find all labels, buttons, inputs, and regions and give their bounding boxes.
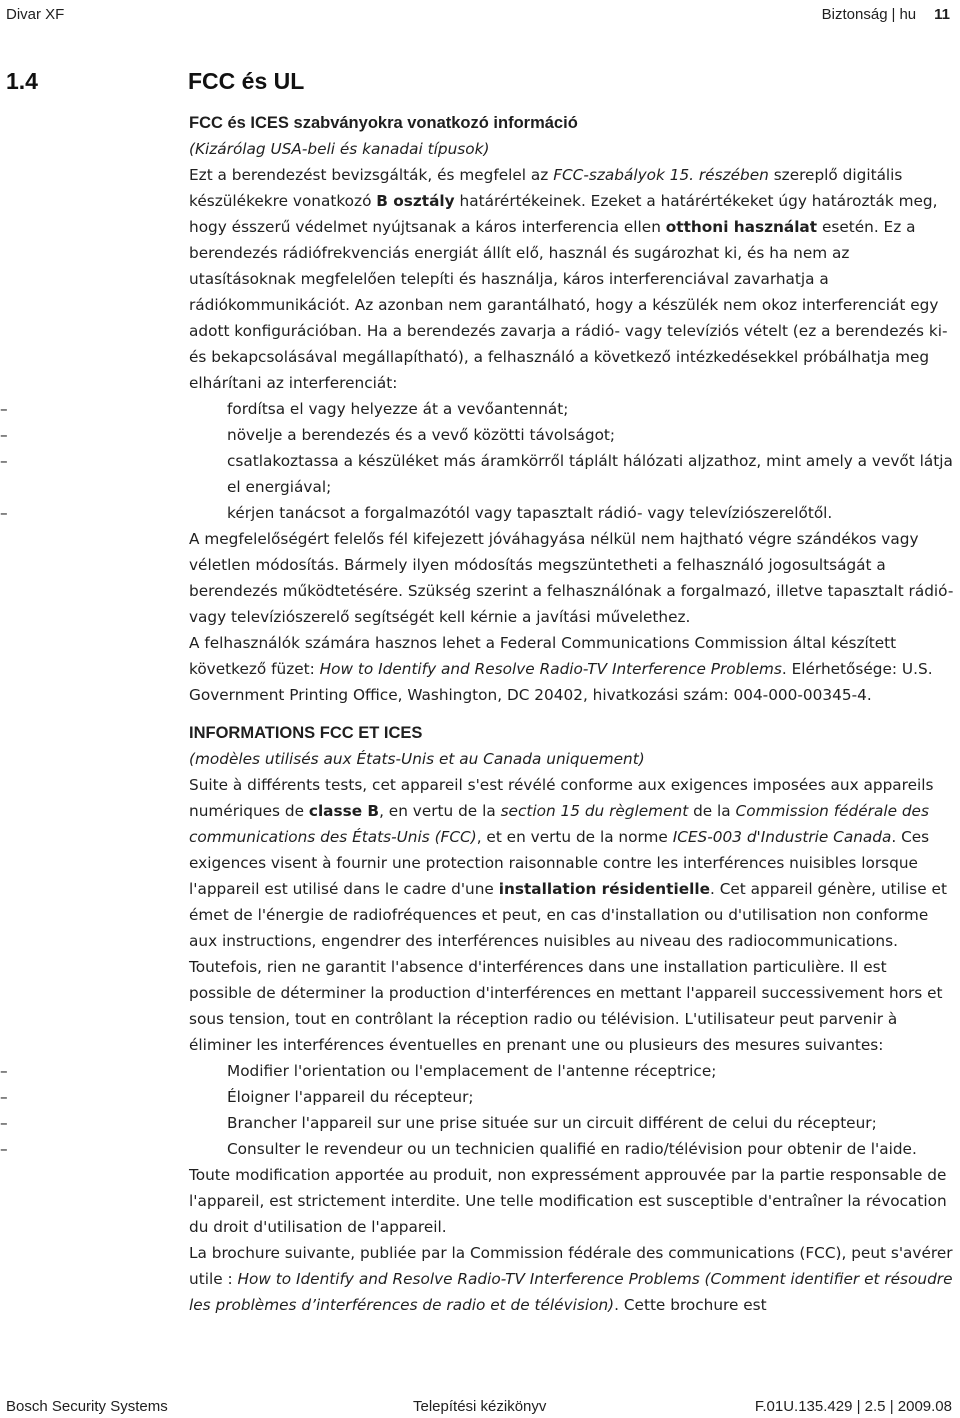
hu-subheading: (Kizárólag USA-beli és kanadai típusok) — [189, 140, 490, 158]
list-item: – Consulter le revendeur ou un technicien qualifié en radio/télévision pour obtenir de l'aide. — [189, 1136, 954, 1162]
hu-p1-text-c: szereplő digitális készülékekre vonatkozó — [189, 166, 903, 210]
section-title — [6, 68, 304, 95]
hu-heading: FCC és ICES szabványokra vonatkozó információ — [189, 114, 578, 132]
fr-p1-text-e: de la — [688, 802, 736, 820]
header-section: Biztonság — [821, 6, 888, 23]
list-item: – növelje a berendezés és a vevő közötti távolságot; — [189, 422, 954, 448]
hu-measures-list — [189, 396, 954, 526]
fr-p1-text-i: . Ces exigences visent à fournir une protection raisonnable contre les interférences nuisibles lorsque l'appareil est utilisé dans le cadre d'une — [189, 828, 930, 898]
footer-company: Bosch Security Systems — [6, 1398, 168, 1415]
hu-p1-text-f: otthoni használat — [665, 218, 818, 236]
list-item: – Éloigner l'appareil du récepteur; — [189, 1084, 954, 1110]
header-right — [822, 6, 950, 23]
fr-p1-text-h: ICES-003 d'Industrie Canada — [672, 828, 892, 846]
list-item: – kérjen tanácsot a forgalmazótól vagy tapasztalt rádió- vagy televíziószerelőtől. — [189, 500, 954, 526]
section-number: 1.4 — [6, 68, 38, 94]
fr-p1-text-k: . Cet appareil génère, utilise et émet de l'énergie de radiofréquences et peut, en cas d'installation ou d'utilisation non conforme aux instructions, engendrer des interférences nuisibles au niveau des radiocommunications. Toutefois, rien ne garantit l'absence d'interférences dans une installation particulière. Il est possible de déterminer la production d'interférences en mettant l'appareil successivement hors et sous tension, tout en contrôlant la réception radio ou télévision. L'utilisateur peut parvenir à éliminer les interférences éventuelles en prenant une ou plusieurs des mesures suivantes: — [189, 880, 947, 1054]
footer-document: Telepítési kézikönyv — [413, 1398, 547, 1415]
fr-p1-text-b: classe B — [308, 802, 380, 820]
fr-paragraph-2: Toute modification apportée au produit, non expressément approuvée par la partie responsable de l'appareil, est strictement interdite. Une telle modification est susceptible d'entraîner la révocation du droit d'utilisation de l'appareil. — [189, 1166, 947, 1236]
fr-paragraph-1 — [189, 772, 954, 1058]
fr-measures-list — [189, 1058, 954, 1162]
hu-p1-text-b: FCC-szabályok 15. részében — [553, 166, 769, 184]
fr-paragraph-3 — [189, 1240, 954, 1318]
hu-p3-text-c: . Elérhetősége: U.S. Government Printing Office, Washington, DC 20402, hivatkozási szám: 004-000-00345-4. — [189, 660, 933, 704]
hu-p1-text-g: esetén. Ez a berendezés rádiófrekvenciás energiát állít elő, használ és sugározhat ki, és ha nem az utasításoknak megfelelően telepíti és használja, káros interferenciával zavarhatja a rádiókommunikációt. Az azonban nem garantálható, hogy a készülék nem okoz interferenciát egy adott konfigurációban. Ha a berendezés zavarja a rádió- vagy televíziós vételt (ez a berendezés ki- és bekapcsolásával megállapítható), a felhasználó a következő intézkedésekkel próbálhatja meg elhárítani az interferenciát: — [189, 218, 948, 392]
fr-p1-text-a: Suite à différents tests, cet appareil s'est révélé conforme aux exigences imposées aux appareils numériques de — [189, 776, 934, 820]
hu-p1-text-d: B osztály — [376, 192, 455, 210]
list-item: – Modifier l'orientation ou l'emplacement de l'antenne réceptrice; — [189, 1058, 954, 1084]
list-item: – fordítsa el vagy helyezze át a vevőantennát; — [189, 396, 954, 422]
section-gap — [189, 708, 954, 720]
fr-p3-text-a: La brochure suivante, publiée par la Commission fédérale des communications (FCC), peut s'avérer utile : — [189, 1244, 953, 1288]
fr-p3-text-b: How to Identify and Resolve Radio-TV Interference Problems (Comment identifier et résoudre les problèmes d’interférences de radio et de télévision) — [189, 1270, 953, 1314]
hu-p3-text-b: How to Identify and Resolve Radio-TV Interference Problems — [319, 660, 782, 678]
fr-heading: INFORMATIONS FCC ET ICES — [189, 724, 423, 742]
main-content — [189, 110, 954, 1318]
header-product: Divar XF — [6, 6, 65, 23]
list-item: – csatlakoztassa a készüléket más áramkörről táplált hálózati aljzathoz, mint amely a vevőt látja el energiával; — [189, 448, 954, 500]
fr-p3-text-c: . Cette brochure est — [614, 1296, 767, 1314]
fr-subheading: (modèles utilisés aux États-Unis et au Canada uniquement) — [189, 750, 645, 768]
hu-paragraph-2: A megfelelőségért felelős fél kifejezett jóváhagyása nélkül nem hajtható végre szándékos vagy véletlen módosítás. Bármely ilyen módosítás megszüntetheti a felhasználó jogosultságát a berendezés működtetésére. Szükség szerint a felhasználónak a forgalmazó, illetve tapasztalt rádió- vagy televíziószerelő segítségét kell kérnie a javítási művelethez. — [189, 530, 954, 626]
fr-p1-text-g: , et en vertu de la norme — [476, 828, 673, 846]
hu-paragraph-1 — [189, 162, 954, 396]
fr-p1-text-d: section 15 du règlement — [500, 802, 689, 820]
footer-date: 2009.08 — [897, 1398, 952, 1415]
list-item: – Brancher l'appareil sur une prise située sur un circuit différent de celui du récepteur; — [189, 1110, 954, 1136]
fr-p1-text-f: Commission fédérale des communications des États-Unis (FCC) — [189, 802, 929, 846]
hu-p1-text-e: határértékeinek. Ezeket a határértékeket úgy határozták meg, hogy ésszerű védelmet nyújtsanak a káros interferencia ellen — [189, 192, 938, 236]
footer-reference: F.01U.135.429 | 2.5 | 2009.08 — [754, 1398, 952, 1415]
footer-ref: F.01U.135.429 — [754, 1398, 853, 1415]
page-number: 11 — [934, 6, 950, 23]
hu-p3-text-a: A felhasználók számára hasznos lehet a Federal Communications Commission által készített következő füzet: — [189, 634, 897, 678]
hu-paragraph-3 — [189, 630, 954, 708]
fr-p1-text-c: , en vertu de la — [379, 802, 501, 820]
header-lang: hu — [899, 6, 917, 23]
fr-p1-text-j: installation résidentielle — [498, 880, 710, 898]
hu-p1-text-a: Ezt a berendezést bevizsgálták, és megfelel az — [189, 166, 554, 184]
footer-version: 2.5 — [864, 1398, 886, 1415]
header-separator: | — [891, 6, 896, 23]
section-title-text: FCC és UL — [188, 68, 305, 94]
